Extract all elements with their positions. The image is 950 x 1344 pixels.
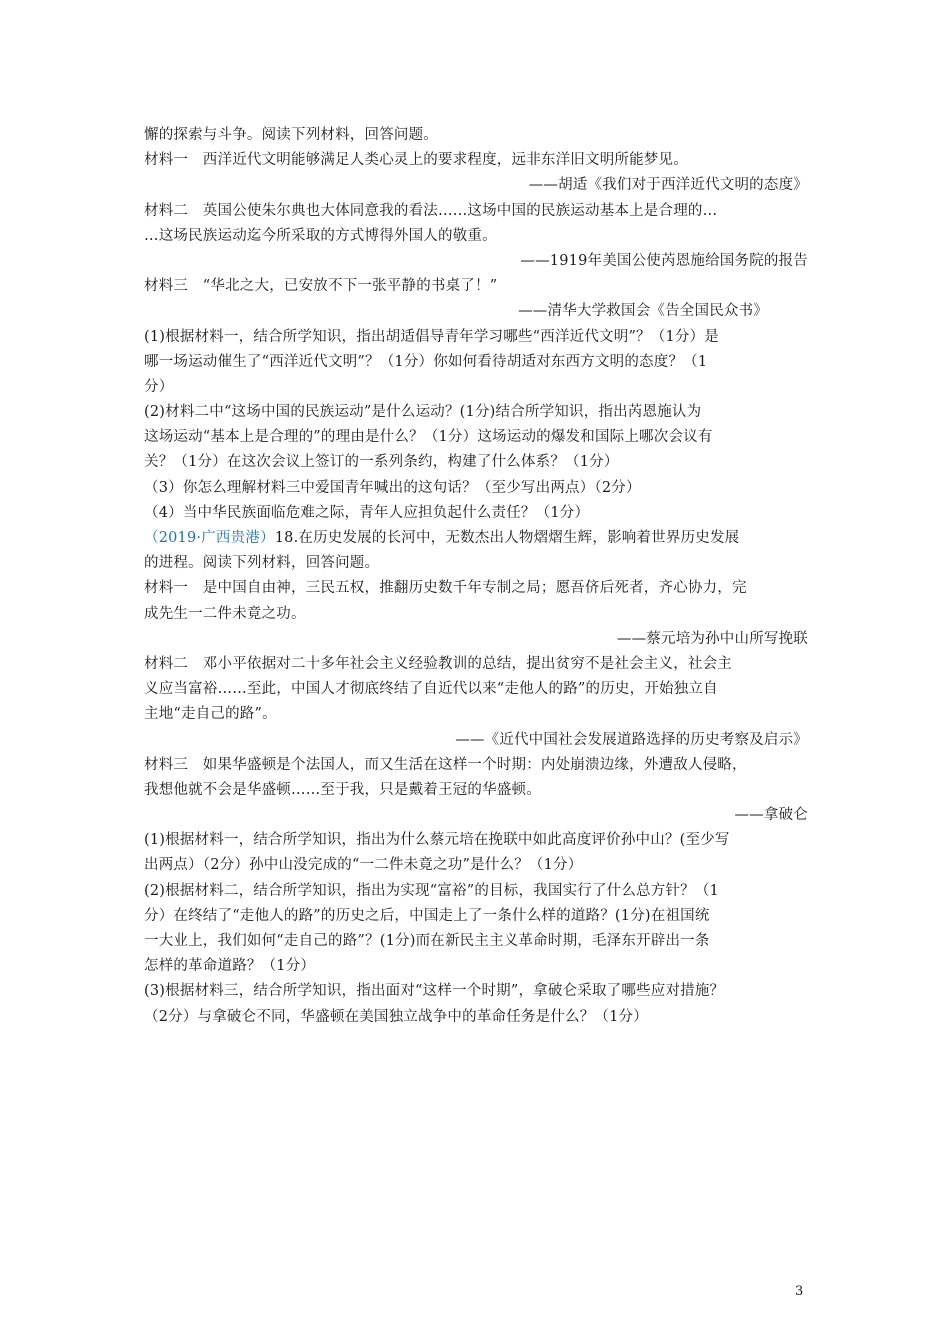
line-text: 主地“走自己的路”。: [144, 706, 277, 723]
line-text: (2)根据材料二，结合所学知识，指出为实现“富裕”的目标，我国实行了什么总方针？（1: [144, 882, 719, 899]
line-text: ——《近代中国社会发展道路选择的历史考察及启示》: [455, 731, 808, 748]
line-text: 材料二 英国公使朱尔典也大体同意我的看法……这场中国的民族运动基本上是合理的…: [144, 202, 718, 219]
text-line: [144, 979, 808, 1004]
text-line: [144, 702, 808, 727]
text-line: [144, 199, 808, 224]
attribution-line: [144, 299, 808, 324]
line-text: ——1919年美国公使芮恩施给国务院的报告: [520, 252, 808, 269]
line-text: ——清华大学救国会《告全国民众书》: [518, 303, 768, 320]
line-text: 哪一场运动催生了“西洋近代文明”？（1分）你如何看待胡适对东西方文明的态度？（1: [144, 353, 708, 370]
text-line: [144, 450, 808, 475]
attribution-line: [144, 173, 808, 198]
line-text: （4）当中华民族面临危难之际，青年人应担负起什么责任？（1分）: [144, 504, 590, 521]
line-text: 义应当富裕……至此，中国人才彻底终结了自近代以来“走他人的路”的历史，开始独立自: [144, 681, 718, 698]
line-text: 材料三 “华北之大，已安放不下一张平静的书桌了！”: [144, 278, 498, 295]
text-line: [144, 350, 808, 375]
text-line: [144, 1005, 808, 1030]
text-line: [144, 551, 808, 576]
line-text: 材料二 邓小平依据对二十多年社会主义经验教训的总结，提出贫穷不是社会主义，社会主: [144, 655, 732, 672]
text-line: [144, 224, 808, 249]
text-line: [144, 400, 808, 425]
line-text: 材料一 西洋近代文明能够满足人类心灵上的要求程度，远非东洋旧文明所能梦见。: [144, 152, 688, 169]
text-line: [144, 929, 808, 954]
line-text: 怎样的革命道路？（1分）: [144, 958, 316, 975]
text-line: [144, 677, 808, 702]
text-line: [144, 954, 808, 979]
text-line: [144, 904, 808, 929]
line-text: (2)材料二中“这场中国的民族运动”是什么运动？(1分)结合所学知识，指出芮恩施认为: [144, 404, 702, 421]
line-text: ——拿破仑: [734, 807, 808, 824]
text-line: [144, 753, 808, 778]
line-text: 懈的探索与斗争。阅读下列材料，回答问题。: [144, 127, 438, 143]
line-text: （3）你怎么理解材料三中爱国青年喊出的这句话？（至少写出两点）（2分）: [144, 479, 641, 496]
line-text: 材料三 如果华盛顿是个法国人，而又生活在这样一个时期：内处崩溃边缘，外遭敌人侵略，: [144, 756, 747, 773]
line-text: 材料一 是中国自由神，三民五权，推翻历史数千年专制之局；愿吾侪后死者，齐心协力，完: [144, 580, 747, 597]
line-text: 出两点）（2分）孙中山没完成的“一二件未竟之功”是什么？（1分）: [144, 857, 583, 874]
text-line: [144, 602, 808, 627]
line-text: （2分）与拿破仑不同，华盛顿在美国独立战争中的革命任务是什么？（1分）: [144, 1008, 648, 1025]
line-text: 我想他就不会是华盛顿……至于我，只是戴着王冠的华盛顿。: [144, 781, 541, 798]
text-line: [144, 652, 808, 677]
text-line: [144, 576, 808, 601]
document-body: [144, 123, 808, 1030]
line-text: 这场运动“基本上是合理的”的理由是什么？（1分）这场运动的爆发和国际上哪次会议有: [144, 429, 713, 446]
line-text: 的进程。阅读下列材料，回答问题。: [144, 555, 380, 572]
text-line: [144, 274, 808, 299]
text-line: [144, 853, 808, 878]
attribution-line: [144, 803, 808, 828]
text-line: [144, 501, 808, 526]
text-line: [144, 325, 808, 350]
text-line: [144, 526, 808, 551]
attribution-line: [144, 249, 808, 274]
line-text: 分）: [144, 378, 174, 395]
text-line: [144, 148, 808, 173]
line-text: 成先生一二件未竟之功。: [144, 605, 306, 622]
line-text: 18.在历史发展的长河中，无数杰出人物熠熠生辉，影响着世界历史发展: [274, 530, 740, 546]
line-text: (1)根据材料一，结合所学知识，指出胡适倡导青年学习哪些“西洋近代文明”？（1分）是: [144, 328, 719, 345]
page-number: 3: [795, 1284, 804, 1299]
attribution-line: [144, 627, 808, 652]
line-text: ——胡适《我们对于西洋近代文明的态度》: [528, 177, 808, 194]
line-text: 关？（1分）在这次会议上签订的一系列条约，构建了什么体系？（1分）: [144, 454, 619, 471]
text-line: [144, 778, 808, 803]
text-line: [144, 828, 808, 853]
text-line: [144, 476, 808, 501]
text-line: [144, 425, 808, 450]
text-line: [144, 123, 808, 148]
line-text: 一大业上，我们如何“走自己的路”？(1分)而在新民主主义革命时期，毛泽东开辟出一条: [144, 933, 710, 949]
text-line: [144, 375, 808, 400]
line-text: 分）在终结了“走他人的路”的历史之后，中国走上了一条什么样的道路？(1分)在祖国统: [144, 907, 710, 924]
line-text: (1)根据材料一，结合所学知识，指出为什么蔡元培在挽联中如此高度评价孙中山？(至少写: [144, 832, 730, 849]
question-source: （2019·广西贵港）: [144, 530, 275, 546]
line-text: (3)根据材料三，结合所学知识，指出面对“这样一个时期”，拿破仑采取了哪些应对措施？: [144, 983, 725, 1000]
line-text: ——蔡元培为孙中山所写挽联: [616, 630, 808, 647]
line-text: …这场民族运动迄今所采取的方式博得外国人的敬重。: [144, 227, 497, 244]
attribution-line: [144, 728, 808, 753]
text-line: [144, 879, 808, 904]
